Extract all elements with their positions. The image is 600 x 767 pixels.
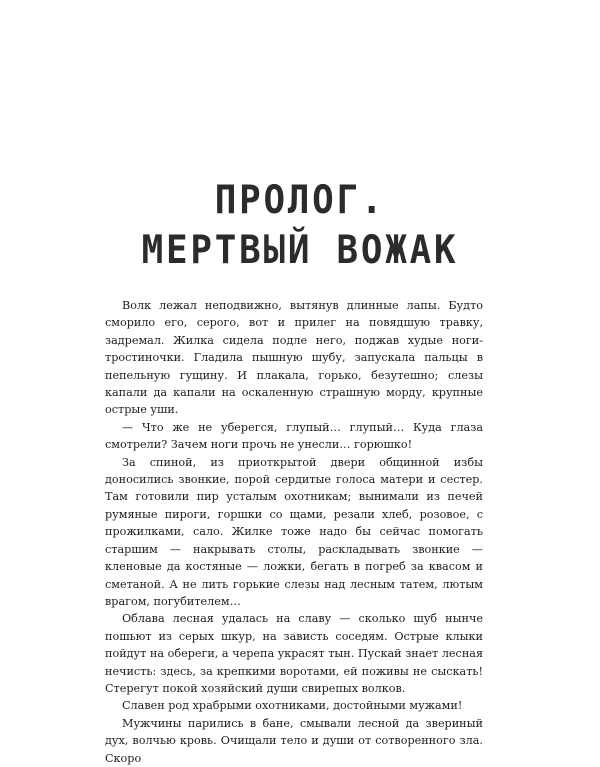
paragraph: За спиной, из приоткрытой двери общинной избы доносились звонкие, порой сердитые голоса матери и сестер. Там готовили пир усталым охотникам; вынимали из печей румяные пироги, горшки со щами, резали хлеб, розовое, с прожилками, сало. Жилке тоже надо бы сейчас помогать старшим — накрывать столы, раскладывать звонкие — кленовые да костяные — ложки, бегать в погреб за квасом и сметаной. А не лить горькие слезы над лесным татем, лютым врагом, погубителем… [105,455,483,608]
chapter-title-line-1: ПРОЛОГ. [214,178,386,223]
chapter-title-line-2: МЕРТВЫЙ ВОЖАК [141,228,459,273]
paragraph: — Что же не уберегся, глупый… глупый… Куда глаза смотрели? Зачем ноги прочь не унесли… горюшко! [105,420,483,452]
paragraph: Облава лесная удалась на славу — сколько шуб нынче пошьют из серых шкур, на зависть соседям. Острые клыки пойдут на обереги, а черепа украсят тын. Пускай знает лесная нечисть: здесь, за крепкими воротами, ей поживы не сыскать! Стерегут покой хозяйский души свирепых волков. [105,612,483,695]
paragraph: Славен род храбрыми охотниками, достойными мужами! [122,699,463,713]
chapter-title [24,176,576,276]
chapter-body [105,297,483,767]
paragraph: Мужчины парились в бане, смывали лесной да звериный дух, волчью кровь. Очищали тело и души от сотворенного зла. Скоро [105,716,483,765]
paragraph: Волк лежал неподвижно, вытянув длинные лапы. Будто сморило его, серого, вот и прилег на повядшую травку, задремал. Жилка сидела подле него, поджав худые ноги-тростиночки. Гладила пышную шубу, запускала пальцы в пепельную гущину. И плакала, горько, безутешно; слезы капали да капали на оскаленную страшную морду, крупные острые уши. [105,299,483,417]
